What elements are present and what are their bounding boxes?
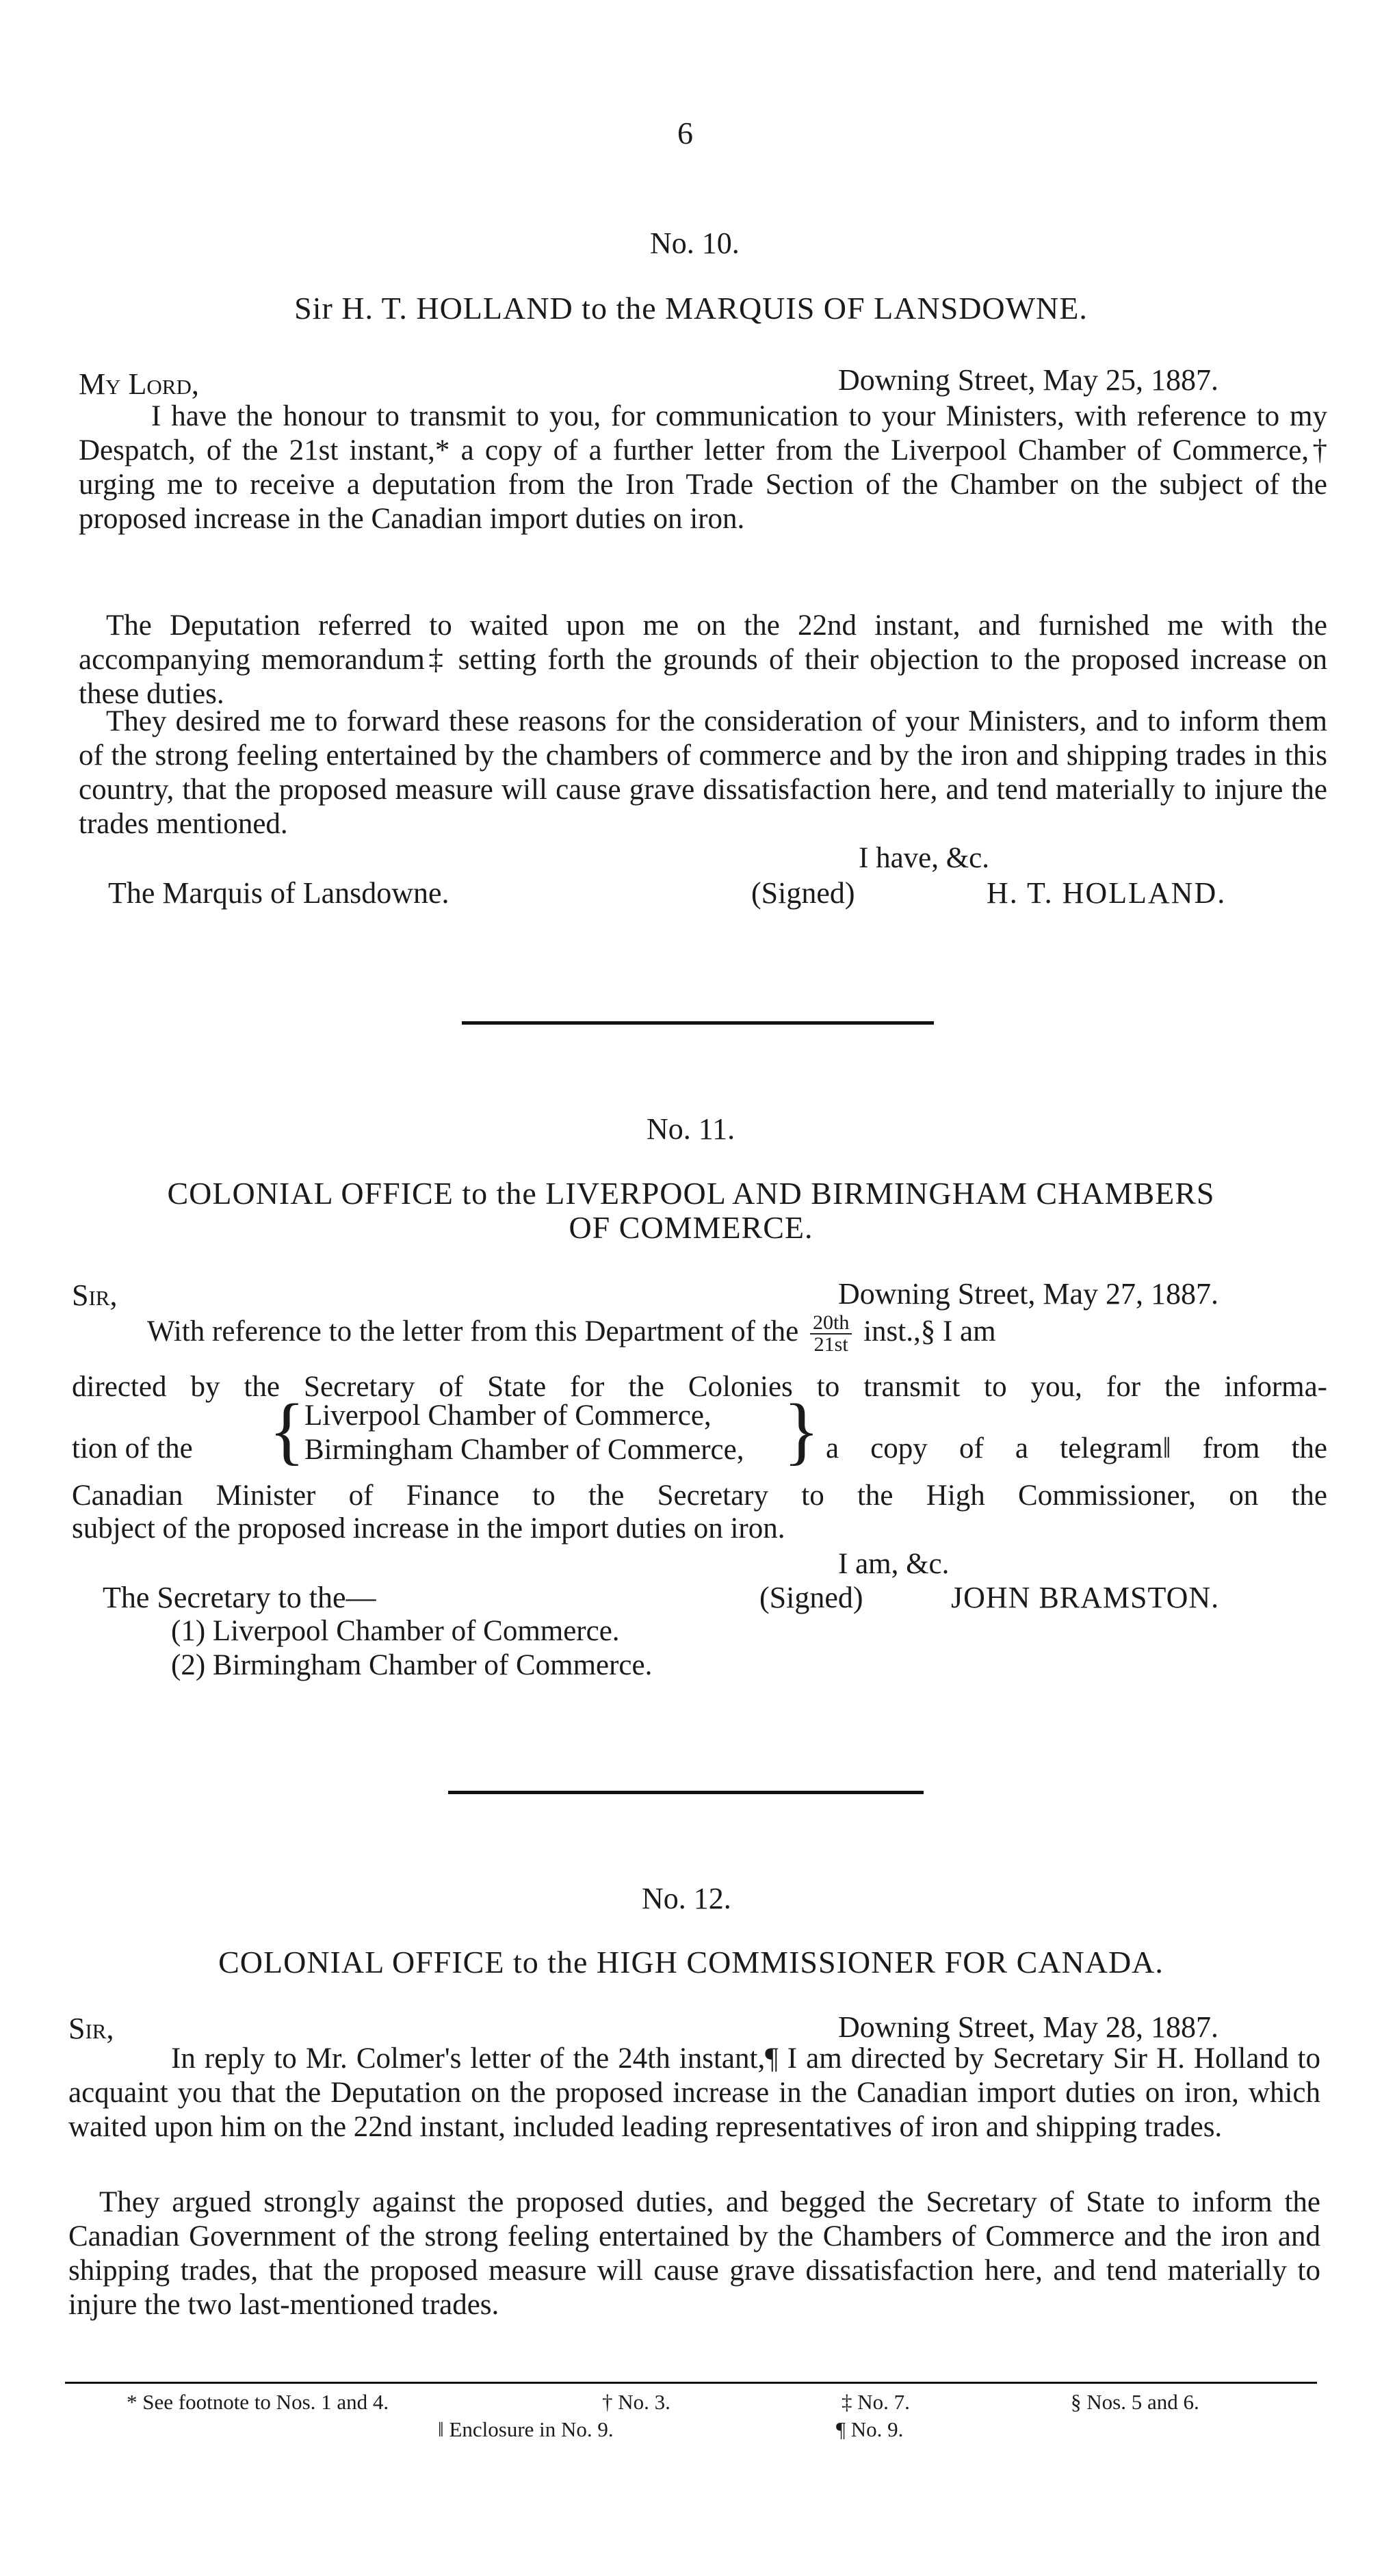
salutation: My Lord,	[79, 367, 199, 401]
body-line: Canadian Minister of Finance to the Secretary to the High Commissioner, on the	[72, 1480, 1327, 1512]
footnote: * See footnote to Nos. 1 and 4.	[127, 2390, 389, 2414]
footnote: § Nos. 5 and 6.	[1071, 2390, 1199, 2414]
body-line: directed by the Secretary of State for the Colonies to transmit to you, for the informa-	[72, 1371, 1327, 1403]
addressee: The Secretary to the—	[103, 1581, 376, 1614]
paragraph: In reply to Mr. Colmer's letter of the 24th instant,¶ I am directed by Secretary Sir H. Holland to acquaint you that the Deputation on the proposed increase in the Canadian import duties on iron, which waited upon him on the 22nd instant, included leading representatives of iron and shipping trades.	[68, 2042, 1320, 2143]
dateline: Downing Street, May 28, 1887.	[838, 2010, 1219, 2044]
paragraph: They argued strongly against the proposed duties, and begged the Secretary of State to inform the Canadian Government of the strong feeling entertained by the Chambers of Commerce and the iron and shipping trades, that the proposed measure will cause grave dissatisfaction here, and tend materially to injure the two last-mentioned trades.	[68, 2186, 1320, 2321]
body-text: tion of the	[72, 1432, 193, 1464]
signature: H. T. HOLLAND.	[987, 876, 1227, 910]
footnote: ¶ No. 9.	[836, 2417, 904, 2441]
section-divider	[448, 1791, 924, 1794]
salutation: Sir,	[72, 1278, 118, 1312]
footnote-rule	[65, 2382, 1317, 2384]
signed-label: (Signed)	[751, 876, 855, 910]
dateline: Downing Street, May 27, 1887.	[838, 1277, 1219, 1311]
closing: I am, &c.	[838, 1548, 950, 1580]
page-number: 6	[677, 116, 693, 150]
salutation: Sir,	[68, 2012, 114, 2045]
body-text: a copy of a telegram‖ from the	[826, 1432, 1327, 1464]
paragraph: The Deputation referred to waited upon me on the 22nd instant, and furnished me with the accompanying memorandum‡ setting forth the grounds of their objection to the proposed increase on these duties.	[79, 609, 1327, 710]
fraction-bottom: 21st	[813, 1333, 848, 1356]
letter-heading: COLONIAL OFFICE to the HIGH COMMISSIONER FOR CANADA.	[218, 1945, 1164, 1980]
body-text: inst.,§ I am	[863, 1315, 996, 1348]
signed-label: (Signed)	[759, 1581, 863, 1614]
footnote: ‡ No. 7.	[842, 2390, 910, 2414]
signature: JOHN BRAMSTON.	[951, 1581, 1220, 1614]
right-brace: }	[783, 1389, 820, 1472]
addressee-item: (2) Birmingham Chamber of Commerce.	[171, 1649, 653, 1681]
letter-number: No. 11.	[647, 1112, 735, 1146]
brace-item: Birmingham Chamber of Commerce,	[304, 1434, 744, 1466]
footnote: † No. 3.	[602, 2390, 670, 2414]
section-divider	[462, 1021, 934, 1025]
fraction-top: 20th	[810, 1313, 852, 1335]
letter-number: No. 10.	[650, 226, 740, 260]
date-fraction	[810, 1313, 852, 1355]
letter-number: No. 12.	[642, 1882, 731, 1915]
dateline: Downing Street, May 25, 1887.	[838, 363, 1219, 397]
letter-heading-cont: OF COMMERCE.	[569, 1210, 813, 1245]
paragraph: They desired me to forward these reasons for the consideration of your Ministers, and to inform them of the strong feeling entertained by the chambers of commerce and by the iron and shipping trades in this country, that the proposed measure will cause grave dissatisfaction here, and tend materially to injure the trades mentioned.	[79, 705, 1327, 840]
letter-heading: COLONIAL OFFICE to the LIVERPOOL AND BIRMINGHAM CHAMBERS	[167, 1176, 1215, 1211]
addressee: The Marquis of Lansdowne.	[108, 876, 449, 910]
letter-heading: Sir H. T. HOLLAND to the MARQUIS OF LANSDOWNE.	[294, 291, 1088, 326]
body-line	[147, 1308, 996, 1356]
body-line: subject of the proposed increase in the import duties on iron.	[72, 1512, 785, 1545]
left-brace: {	[269, 1389, 305, 1472]
brace-item: Liverpool Chamber of Commerce,	[304, 1399, 712, 1432]
closing: I have, &c.	[859, 842, 990, 874]
addressee-item: (1) Liverpool Chamber of Commerce.	[171, 1615, 620, 1647]
body-text: With reference to the letter from this Department of the	[147, 1315, 799, 1348]
footnote: ‖ Enclosure in No. 9.	[438, 2417, 614, 2441]
paragraph: I have the honour to transmit to you, for communication to your Ministers, with reference to my Despatch, of the 21st instant,* a copy of a further letter from the Liverpool Chamber of Commerce,† urging me to receive a deputation from the Iron Trade Section of the Chamber on the subject of the proposed increase in the Canadian import duties on iron.	[79, 400, 1327, 535]
